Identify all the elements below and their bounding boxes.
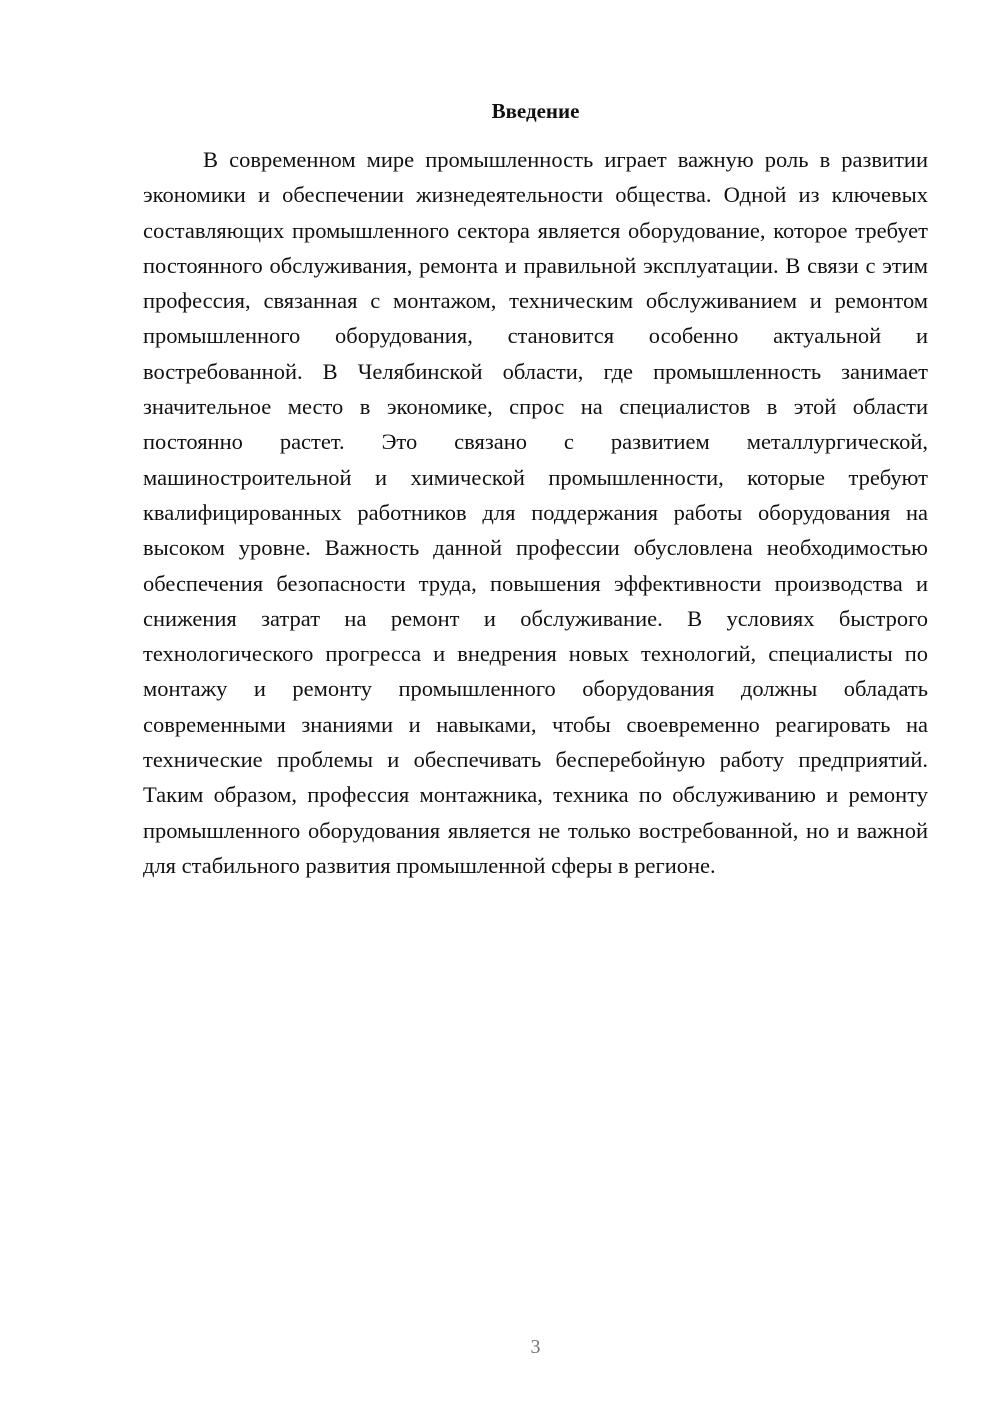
body-paragraph: В современном мире промышленность играет важную роль в развитии экономики и обеспечении жизнедеятельности общества. Одной из ключевых составляющих промышленного сектора является оборудование, которое требует постоянного обслуживания, ремонта и правильной эксплуатации. В связи с этим профессия, связанная с монтажом, техническим обслуживанием и ремонтом промышленного оборудования, становится особенно актуальной и востребованной. В Челябинской области, где промышленность занимает значительное место в экономике, спрос на специалистов в этой области постоянно растет. Это связано с развитием металлургической, машиностроительной и химической промышленности, которые требуют квалифицированных работников для поддержания работы оборудования на высоком уровне. Важность данной профессии обусловлена необходимостью обеспечения безопасности труда, повышения эффективности производства и снижения затрат на ремонт и обслуживание. В условиях быстрого технологического прогресса и внедрения новых технологий, специалисты по монтажу и ремонту промышленного оборудования должны обладать современными знаниями и навыками, чтобы своевременно реагировать на технические проблемы и обеспечивать бесперебойную работу предприятий. Таким образом, профессия монтажника, техника по обслуживанию и ремонту промышленного оборудования является не только востребованной, но и важной для стабильного развития промышленной сферы в регионе. — [143, 147, 928, 878]
page-number: 3 — [530, 1336, 541, 1358]
section-heading: Введение — [491, 99, 580, 123]
